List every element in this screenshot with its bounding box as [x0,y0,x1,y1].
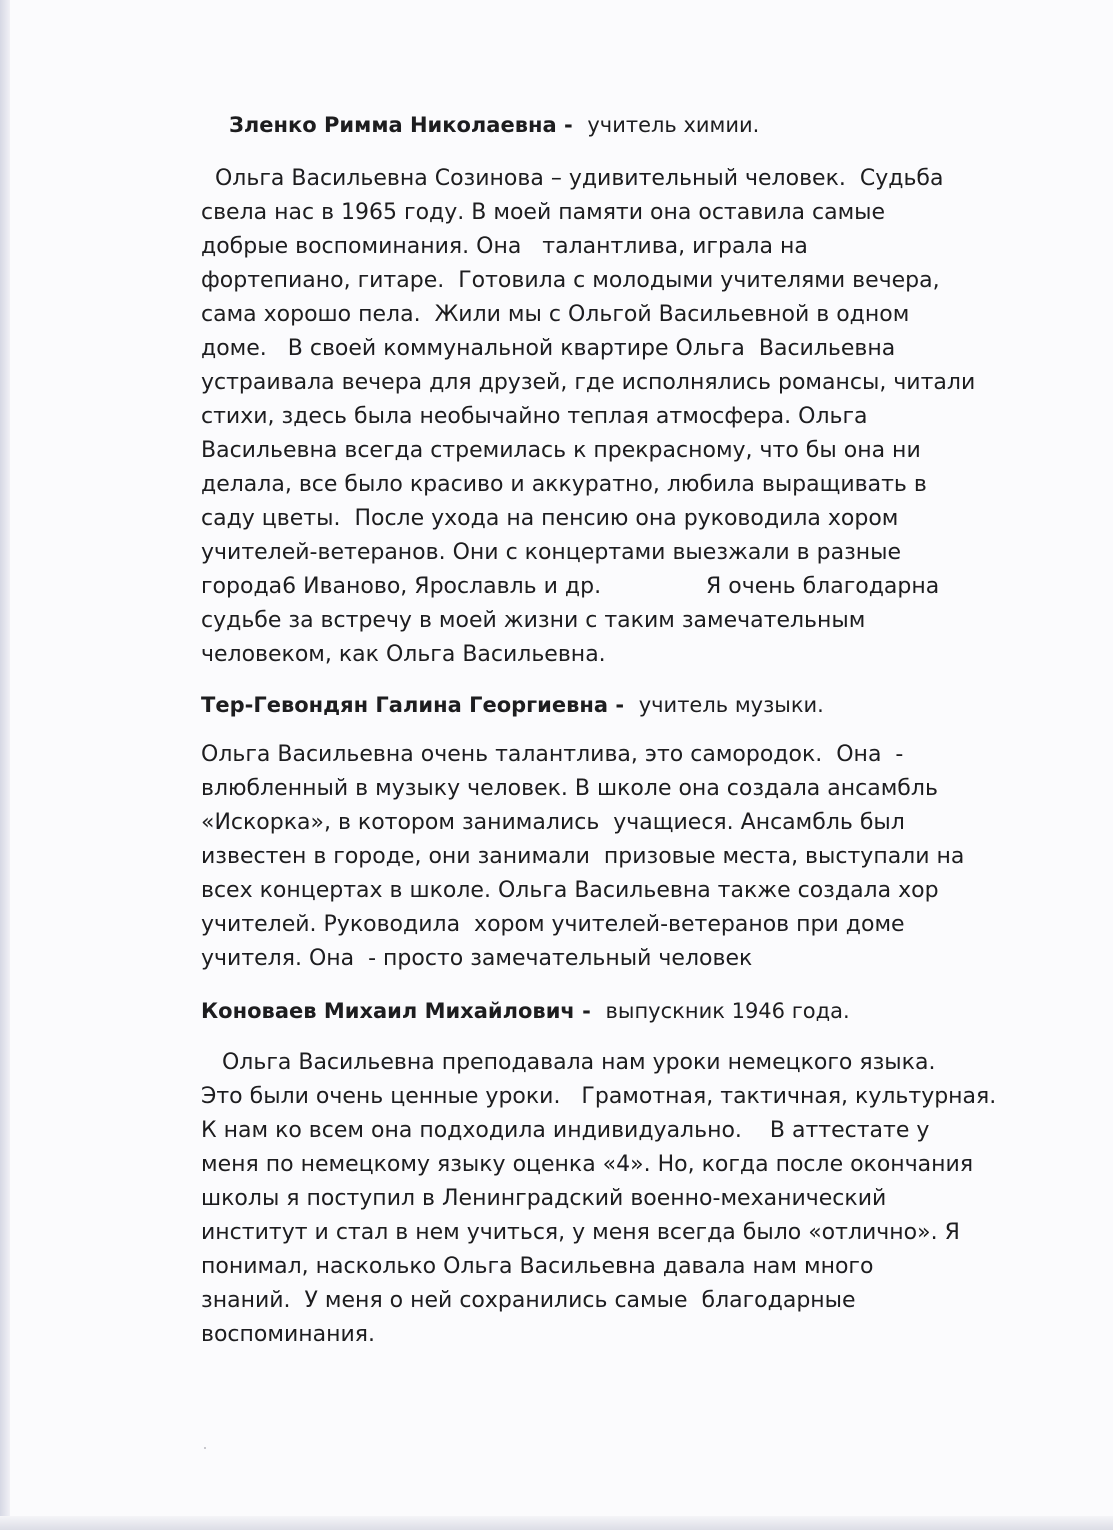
section-1-heading [201,110,1081,140]
text-line: доме. В своей коммунальной квартире Ольга Васильевна [201,336,896,361]
text-line: воспоминания. [201,1322,376,1347]
heading-separator: - [574,999,606,1023]
text-line: учителей. Руководила хором учителей-ветеранов при доме [201,912,905,937]
text-line: «Искорка», в котором занимались учащиеся. Ансамбль был [201,810,905,835]
text-line: свела нас в 1965 году. В моей памяти она оставила самые [201,200,886,225]
document-body [201,110,1081,1352]
section-2-paragraph [201,738,1081,976]
text-line: школы я поступил в Ленинградский военно-механический [201,1186,887,1211]
text-line: делала, все было красиво и аккуратно, любила выращивать в [201,472,927,497]
text-line: Ольга Васильевна очень талантлива, это самородок. Она - [201,742,904,767]
author-role: учитель музыки. [638,693,824,717]
text-line: учителей-ветеранов. Они с концертами выезжали в разные [201,540,902,565]
text-line: известен в городе, они занимали призовые места, выступали на [201,844,965,869]
text-line: Васильевна всегда стремилась к прекрасному, что бы она ни [201,438,921,463]
text-line: меня по немецкому языку оценка «4». Но, когда после окончания [201,1152,974,1177]
section-2-heading [201,690,1081,720]
author-name: Коноваев Михаил Михайлович [201,999,575,1023]
author-role: выпускник 1946 года. [605,999,850,1023]
heading-separator: - [556,113,588,137]
text-line: человеком, как Ольга Васильевна. [201,642,606,667]
text-line: судьбе за встречу в моей жизни с таким замечательным [201,608,866,633]
text-line: добрые воспоминания. Она талантлива, играла на [201,234,808,259]
scan-speck [204,1447,206,1449]
text-line: устраивала вечера для друзей, где исполнялись романсы, читали [201,370,976,395]
text-line: учителя. Она - просто замечательный человек [201,946,753,971]
author-name: Зленко Римма Николаевна [229,113,557,137]
text-line: всех концертах в школе. Ольга Васильевна также создала хор [201,878,939,903]
text-line: фортепиано, гитаре. Готовила с молодыми учителями вечера, [201,268,940,293]
text-line: стихи, здесь была необычайно теплая атмосфера. Ольга [201,404,868,429]
author-name: Тер-Гевондян Галина Георгиевна [201,693,609,717]
text-line: города6 Иваново, Ярославль и др. Я очень благодарна [201,574,940,599]
section-3-paragraph [201,1046,1081,1352]
text-line: К нам ко всем она подходила индивидуально. В аттестате у [201,1118,930,1143]
author-role: учитель химии. [587,113,760,137]
text-line: понимал, насколько Ольга Васильевна давала нам много [201,1254,874,1279]
text-line: Ольга Васильевна Созинова – удивительный человек. Судьба [201,166,944,191]
section-3-heading [201,996,1081,1026]
text-line: Ольга Васильевна преподавала нам уроки немецкого языка. [201,1050,936,1075]
text-line: сама хорошо пела. Жили мы с Ольгой Васильевной в одном [201,302,910,327]
scan-left-edge [0,0,10,1530]
text-line: влюбленный в музыку человек. В школе она создала ансамбль [201,776,938,801]
text-line: Это были очень ценные уроки. Грамотная, тактичная, культурная. [201,1084,997,1109]
section-1-paragraph [201,162,1081,672]
text-line: знаний. У меня о ней сохранились самые благодарные [201,1288,856,1313]
scan-bottom-edge [0,1516,1113,1530]
text-line: саду цветы. После ухода на пенсию она руководила хором [201,506,899,531]
text-line: институт и стал в нем учиться, у меня всегда было «отлично». Я [201,1220,960,1245]
heading-separator: - [608,693,639,717]
